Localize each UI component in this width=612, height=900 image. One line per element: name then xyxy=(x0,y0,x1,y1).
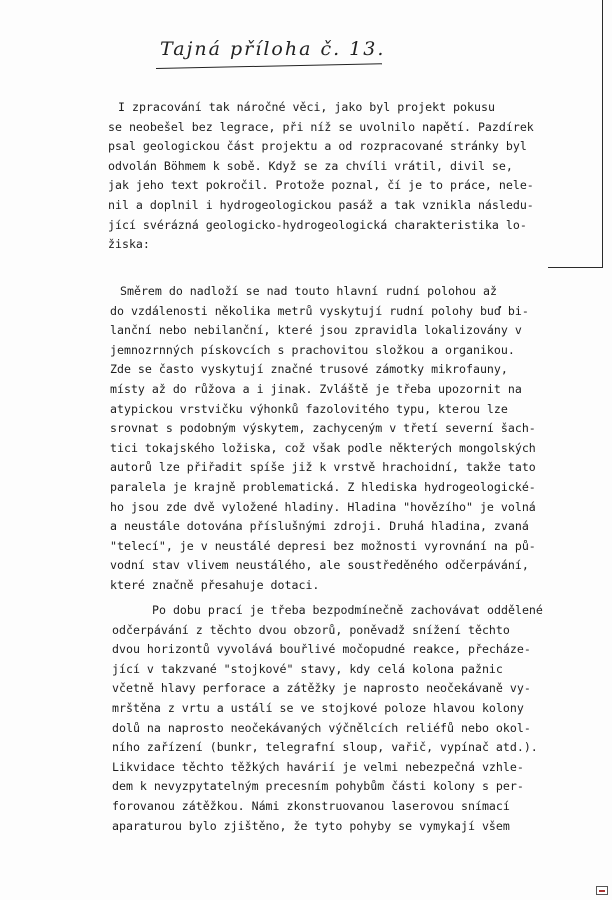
handwritten-heading: Tajná příloha č. 13. xyxy=(160,38,386,60)
paragraph-1-first-line: I zpracování tak náročné věci, jako byl projekt pokusu xyxy=(118,100,495,114)
paragraph-2-body: do vzdálenosti několika metrů vyskytují rudní polohy buď bi- lanční nebo nebilanční, které jsou zpravidla lokalizovány v jemnozrnných pískovcích s prachovitou složkou a organikou. Zde se často vyskytují značné trusové zámotky mikrofauny, místy až do růžova a i jinak. Zvláště je třeba upozornit na atypickou vrstvičku výhonků fazolovitého typu, kterou lze srovnat s podobným výskytem, zachyceným v třetí severní šach- tici tokajského ložiska, což však podle některých mongolských autorů lze přiřadit spíše již k vrstvě hrachoidní, takže tato paralela je krajně problematická. Z hlediska hydrogeologické- ho jsou zde dvě vyložené hladiny. Hladina "hovězího" je volná a neustále dotována příslušnými zdroji. Druhá hladina, zvaná "telecí", je v neustálé depresi bez možnosti vyrovnání na pů- vodní stav vlivem neustálého, ale soustředěného odčerpávání, které značně přesahuje dotaci. xyxy=(110,303,536,592)
paragraph-2-first-line: Směrem do nadloží se nad touto hlavní rudní polohou až xyxy=(120,284,497,298)
scan-marker-icon xyxy=(596,886,608,895)
heading-underline xyxy=(156,63,382,69)
paragraph-3-first-line: Po dobu prací je třeba bezpodmínečně zachovávat oddělené xyxy=(152,603,543,617)
paragraph-1-body: se neobešel bez legrace, při níž se uvolnilo napětí. Pazdírek psal geologickou část projektu a od rozpracované stránky byl odvolán Böhmem k sobě. Když se za chvíli vrátil, divil se, jak jeho text pokročil. Protože poznal, čí je to práce, nele- nil a doplnil i hydrogeologickou pasáž a tak vznikla následu- jící svérázná geologicko-hydrogeologická charakteristika lo- žiska: xyxy=(108,119,534,252)
margin-rule-vertical xyxy=(602,0,603,268)
paragraph-3-body: odčerpávání z těchto dvou obzorů, poněvadž snížení těchto dvou horizontů vyvolává bouřlivé močopudné reakce, přecháze- jící v takzvané "stojkové" stavy, kdy celá kolona pažnic včetně hlavy perforace a zátěžky je naprosto neočekávaně vy- mrštěna z vrtu a ustálí se ve stojkové poloze hlavou kolony dolů na naprosto neočekávaných výčnělcích reliéfů nebo okol- ního zařízení (bunkr, telegrafní sloup, vařič, vypínač atd.). Likvidace těchto těžkých havárií je velmi nebezpečná vzhle- dem k nevyzpytatelným precesním pohybům části kolony s per- forovanou zátěžkou. Námi zkonstruovanou laserovou snímací aparaturou bylo zjištěno, že tyto pohyby se vymykají všem xyxy=(112,622,538,833)
margin-rule-horizontal xyxy=(548,267,603,268)
